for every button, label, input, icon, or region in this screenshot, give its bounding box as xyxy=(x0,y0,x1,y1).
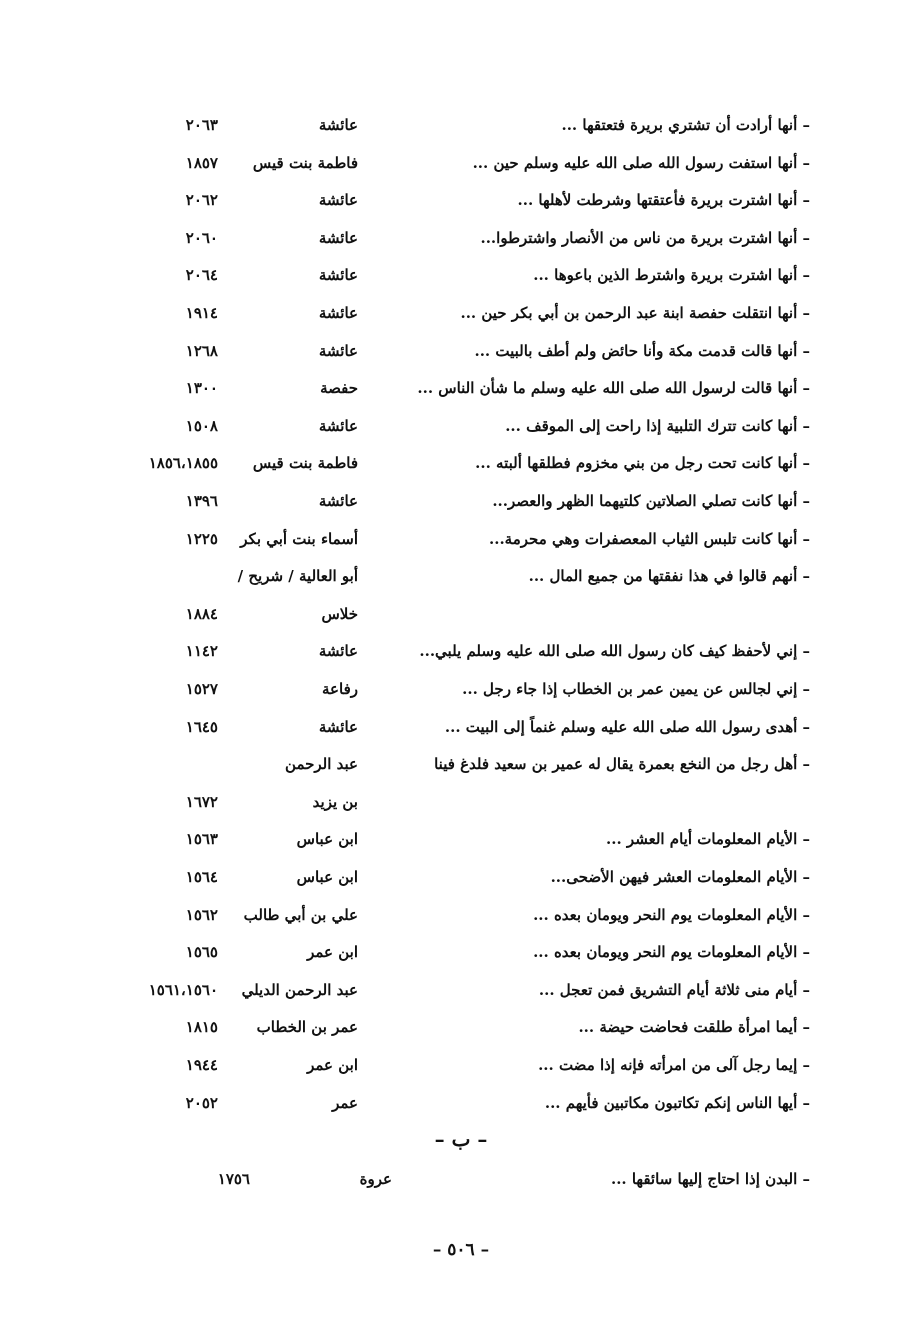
index-entry xyxy=(0,900,922,930)
narrator-name: ابن عباس xyxy=(296,868,358,886)
narrator-name: عائشة xyxy=(318,642,358,661)
narrator-name: عائشة xyxy=(318,228,358,247)
narrator-name: بن يزيد xyxy=(312,792,358,811)
hadith-number: ١٩٤٤ xyxy=(185,1056,218,1074)
hadith-number: ٢٠٦٠ xyxy=(185,228,218,247)
hadith-number: ١٥٦٤ xyxy=(185,868,218,886)
hadith-number: ١٥٦١،١٥٦٠ xyxy=(148,980,218,999)
hadith-text: – الأيام المعلومات أيام العشر ... xyxy=(606,830,810,849)
narrator-name: عائشة xyxy=(318,304,358,322)
narrator-name: ابن عمر xyxy=(307,1056,358,1074)
hadith-text: – أنها قالت لرسول الله صلى الله عليه وسلم ما شأن الناس ... xyxy=(417,379,810,398)
page-number: – ٥٠٦ – xyxy=(432,1240,490,1260)
hadith-text: – أنها انتقلت حفصة ابنة عبد الرحمن بن أبي بكر حين ... xyxy=(460,304,810,322)
hadith-text: – البدن إذا احتاج إليها سائقها ... xyxy=(610,1170,810,1188)
index-entry xyxy=(0,185,922,215)
narrator-name: عبد الرحمن xyxy=(285,755,358,774)
hadith-text: – أنها قالت قدمت مكة وأنا حائض ولم أطف بالبيت ... xyxy=(474,341,810,360)
hadith-text: – أنها كانت تحت رجل من بني مخزوم فطلقها ألبته ... xyxy=(475,454,810,473)
narrator-name: عبد الرحمن الديلي xyxy=(241,980,358,999)
index-entry xyxy=(0,749,922,779)
index-entry xyxy=(0,110,922,140)
hadith-number: ١٥٦٥ xyxy=(185,943,218,962)
hadith-text: – أهدى رسول الله صلى الله عليه وسلم غنماً إلى البيت ... xyxy=(444,717,810,736)
narrator-name: عائشة xyxy=(318,416,358,435)
index-entry xyxy=(0,674,922,704)
hadith-text: – إني لأحفظ كيف كان رسول الله صلى الله عليه وسلم يلبي... xyxy=(419,642,810,661)
narrator-name: عمر xyxy=(332,1093,358,1112)
hadith-text: – أنهم قالوا في هذا نفقتها من جميع المال ... xyxy=(528,567,810,586)
index-entry xyxy=(0,937,922,967)
hadith-text: – الأيام المعلومات يوم النحر ويومان بعده ... xyxy=(533,943,810,962)
narrator-name: أسماء بنت أبي بكر xyxy=(240,529,358,548)
index-entry xyxy=(0,975,922,1005)
narrator-name: ابن عمر xyxy=(307,943,358,962)
hadith-text: – إني لجالس عن يمين عمر بن الخطاب إذا جاء رجل ... xyxy=(462,680,810,698)
hadith-number: ١٣٠٠ xyxy=(185,379,218,398)
narrator-name: عائشة xyxy=(318,266,358,285)
hadith-number: ١٥٦٣ xyxy=(185,830,218,849)
index-entry xyxy=(0,336,922,366)
hadith-text: – أيام منى ثلاثة أيام التشريق فمن تعجل ... xyxy=(538,980,810,999)
index-entry xyxy=(0,486,922,516)
index-entry xyxy=(0,824,922,854)
narrator-name: علي بن أبي طالب xyxy=(243,905,358,924)
hadith-number: ٢٠٦٣ xyxy=(185,116,218,134)
index-entry xyxy=(0,373,922,403)
index-entry xyxy=(0,1050,922,1080)
narrator-name: عروة xyxy=(359,1170,392,1188)
hadith-number: ١٦٧٢ xyxy=(185,792,218,811)
hadith-number: ١٥٠٨ xyxy=(185,416,218,435)
index-entry xyxy=(0,524,922,554)
narrator-name: فاطمة بنت قيس xyxy=(252,153,358,172)
index-entry xyxy=(0,712,922,742)
hadith-text: – أنها كانت تلبس الثياب المعصفرات وهي محرمة... xyxy=(489,529,810,548)
hadith-number: ١٢٦٨ xyxy=(185,341,218,360)
hadith-number: ١٦٤٥ xyxy=(185,717,218,736)
hadith-text: – أنها استفت رسول الله صلى الله عليه وسلم حين ... xyxy=(472,153,810,172)
hadith-text: – أهل رجل من النخع بعمرة يقال له عمير بن سعيد فلدغ فينا xyxy=(434,755,810,774)
hadith-text: – أنها كانت تصلي الصلاتين كلتيهما الظهر والعصر... xyxy=(492,492,810,510)
hadith-number: ١٨٥٧ xyxy=(185,153,218,172)
index-entry xyxy=(0,561,922,591)
narrator-name: عائشة xyxy=(318,341,358,360)
hadith-text: – أيها الناس إنكم تكاتبون مكاتبين فأيهم ... xyxy=(544,1093,810,1112)
narrator-name: أبو العالية / شريح / xyxy=(237,567,358,586)
hadith-number: ١٨١٥ xyxy=(185,1018,218,1037)
hadith-text: – الأيام المعلومات العشر فيهن الأضحى... xyxy=(550,868,810,886)
hadith-number: ٢٠٦٤ xyxy=(185,266,218,285)
index-entry xyxy=(0,862,922,892)
narrator-name: فاطمة بنت قيس xyxy=(252,454,358,473)
index-entry xyxy=(0,448,922,478)
hadith-text: – أنها أرادت أن تشتري بريرة فتعتقها ... xyxy=(561,116,810,134)
hadith-text: – إيما رجل آلى من امرأته فإنه إذا مضت ... xyxy=(538,1056,810,1074)
index-entry xyxy=(0,148,922,178)
narrator-name: رفاعة xyxy=(322,680,358,698)
hadith-text: – أنها اشترت بريرة فأعتقتها وشرطت لأهلها ... xyxy=(517,191,810,210)
index-entry xyxy=(0,223,922,253)
hadith-number: ١٩١٤ xyxy=(185,304,218,322)
section-heading-b: – ب – xyxy=(434,1127,488,1151)
index-entry xyxy=(0,787,922,817)
index-entry xyxy=(0,260,922,290)
hadith-text: – الأيام المعلومات يوم النحر ويومان بعده ... xyxy=(533,905,810,924)
hadith-number: ١٧٥٦ xyxy=(217,1170,250,1188)
index-entry xyxy=(0,411,922,441)
hadith-text: – أنها اشترت بريرة واشترط الذين باعوها ... xyxy=(533,266,810,285)
hadith-text: – أيما امرأة طلقت فحاضت حيضة ... xyxy=(578,1018,810,1037)
index-entry xyxy=(0,298,922,328)
hadith-text: – أنها اشترت بريرة من ناس من الأنصار واشترطوا... xyxy=(480,228,810,247)
index-entry xyxy=(0,1012,922,1042)
narrator-name: عائشة xyxy=(318,717,358,736)
narrator-name: عمر بن الخطاب xyxy=(256,1018,358,1037)
narrator-name: عائشة xyxy=(318,191,358,210)
hadith-number: ١١٤٢ xyxy=(185,642,218,661)
hadith-number: ١٢٢٥ xyxy=(185,529,218,548)
hadith-number: ١٨٥٦،١٨٥٥ xyxy=(148,454,218,473)
hadith-number: ١٥٦٢ xyxy=(185,905,218,924)
narrator-name: حفصة xyxy=(320,379,358,398)
narrator-name: ابن عباس xyxy=(296,830,358,849)
hadith-number: ٢٠٥٢ xyxy=(185,1093,218,1112)
hadith-number: ١٣٩٦ xyxy=(185,492,218,510)
hadith-number: ٢٠٦٢ xyxy=(185,191,218,210)
index-entry xyxy=(0,636,922,666)
narrator-name: عائشة xyxy=(318,116,358,134)
narrator-name: عائشة xyxy=(318,492,358,510)
index-entry xyxy=(0,599,922,629)
hadith-number: ١٨٨٤ xyxy=(185,604,218,623)
index-entry-b xyxy=(0,1164,922,1194)
hadith-text: – أنها كانت تترك التلبية إذا راحت إلى الموقف ... xyxy=(505,416,810,435)
narrator-name: خلاس xyxy=(321,604,358,623)
hadith-number: ١٥٢٧ xyxy=(185,680,218,698)
index-entry xyxy=(0,1088,922,1118)
